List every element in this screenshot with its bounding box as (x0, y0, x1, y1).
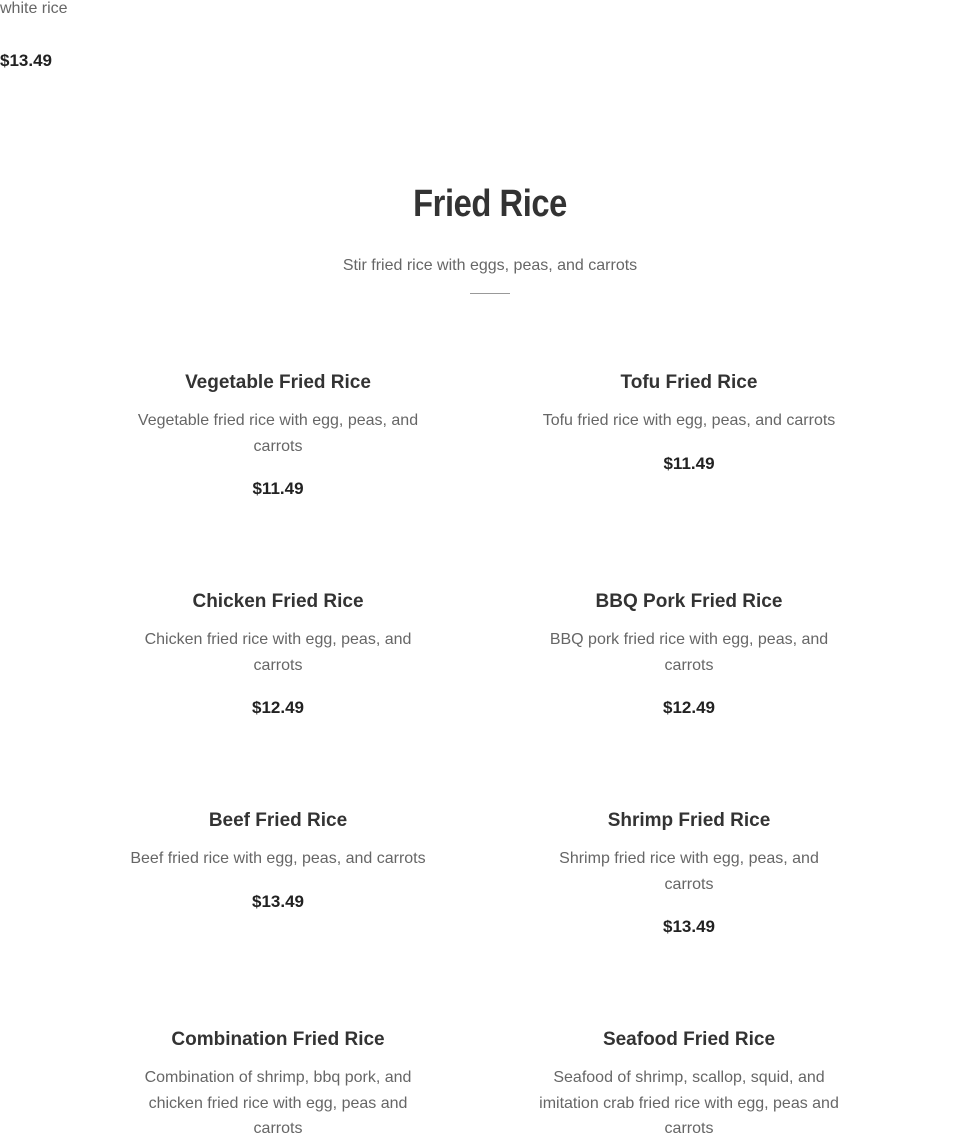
menu-item-description: Chicken fried rice with egg, peas, and carrots (144, 631, 412, 674)
menu-item-price: $11.49 (663, 453, 715, 473)
menu-item-chicken-fried-rice (123, 589, 433, 720)
menu-item-price: $13.49 (663, 917, 715, 936)
menu-item-name: BBQ Pork Fried Rice (595, 591, 783, 612)
menu-item-name: Beef Fried Rice (208, 810, 348, 831)
menu-item-description: Vegetable fried rice with egg, peas, and carrots (137, 412, 419, 455)
menu-item-description: BBQ pork fried rice with egg, peas, and carrots (549, 631, 829, 674)
menu-item-description: Seafood of shrimp, scallop, squid, and imitation crab fried rice with egg, peas and carrots (539, 1069, 839, 1137)
menu-item-bbq-pork-fried-rice (534, 589, 844, 720)
previous-item-description: white rice (0, 0, 68, 17)
menu-item-beef-fried-rice (123, 808, 433, 914)
section-subtitle: Stir fried rice with eggs, peas, and carrots (342, 257, 638, 274)
menu-item-shrimp-fried-rice (534, 808, 844, 939)
menu-item-name: Seafood Fried Rice (602, 1029, 776, 1050)
menu-item-price: $11.49 (252, 479, 304, 498)
menu-item-vegetable-fried-rice (123, 370, 433, 501)
menu-item-description: Combination of shrimp, bbq pork, and chicken fried rice with egg, peas and carrots (144, 1069, 412, 1137)
menu-item-name: Tofu Fried Rice (620, 372, 758, 393)
menu-item-description: Shrimp fried rice with egg, peas, and carrots (559, 850, 819, 893)
menu-item-seafood-fried-rice (534, 1027, 844, 1142)
menu-item-name: Shrimp Fried Rice (607, 810, 771, 831)
menu-item-name: Chicken Fried Rice (192, 591, 364, 612)
menu-item-combination-fried-rice (123, 1027, 433, 1142)
previous-item-price: $13.49 (0, 51, 52, 70)
menu-item-price: $13.49 (252, 891, 304, 911)
menu-item-name: Combination Fried Rice (171, 1029, 385, 1050)
menu-item-tofu-fried-rice (534, 370, 844, 476)
menu-item-description: Tofu fried rice with egg, peas, and carrots (542, 412, 836, 429)
menu-item-description: Beef fried rice with egg, peas, and carrots (130, 850, 426, 867)
menu-item-price: $12.49 (663, 698, 715, 717)
menu-item-name: Vegetable Fried Rice (185, 372, 371, 393)
menu-item-price: $12.49 (252, 698, 304, 717)
section-divider (470, 293, 510, 294)
section-title: Fried Rice (413, 183, 567, 225)
